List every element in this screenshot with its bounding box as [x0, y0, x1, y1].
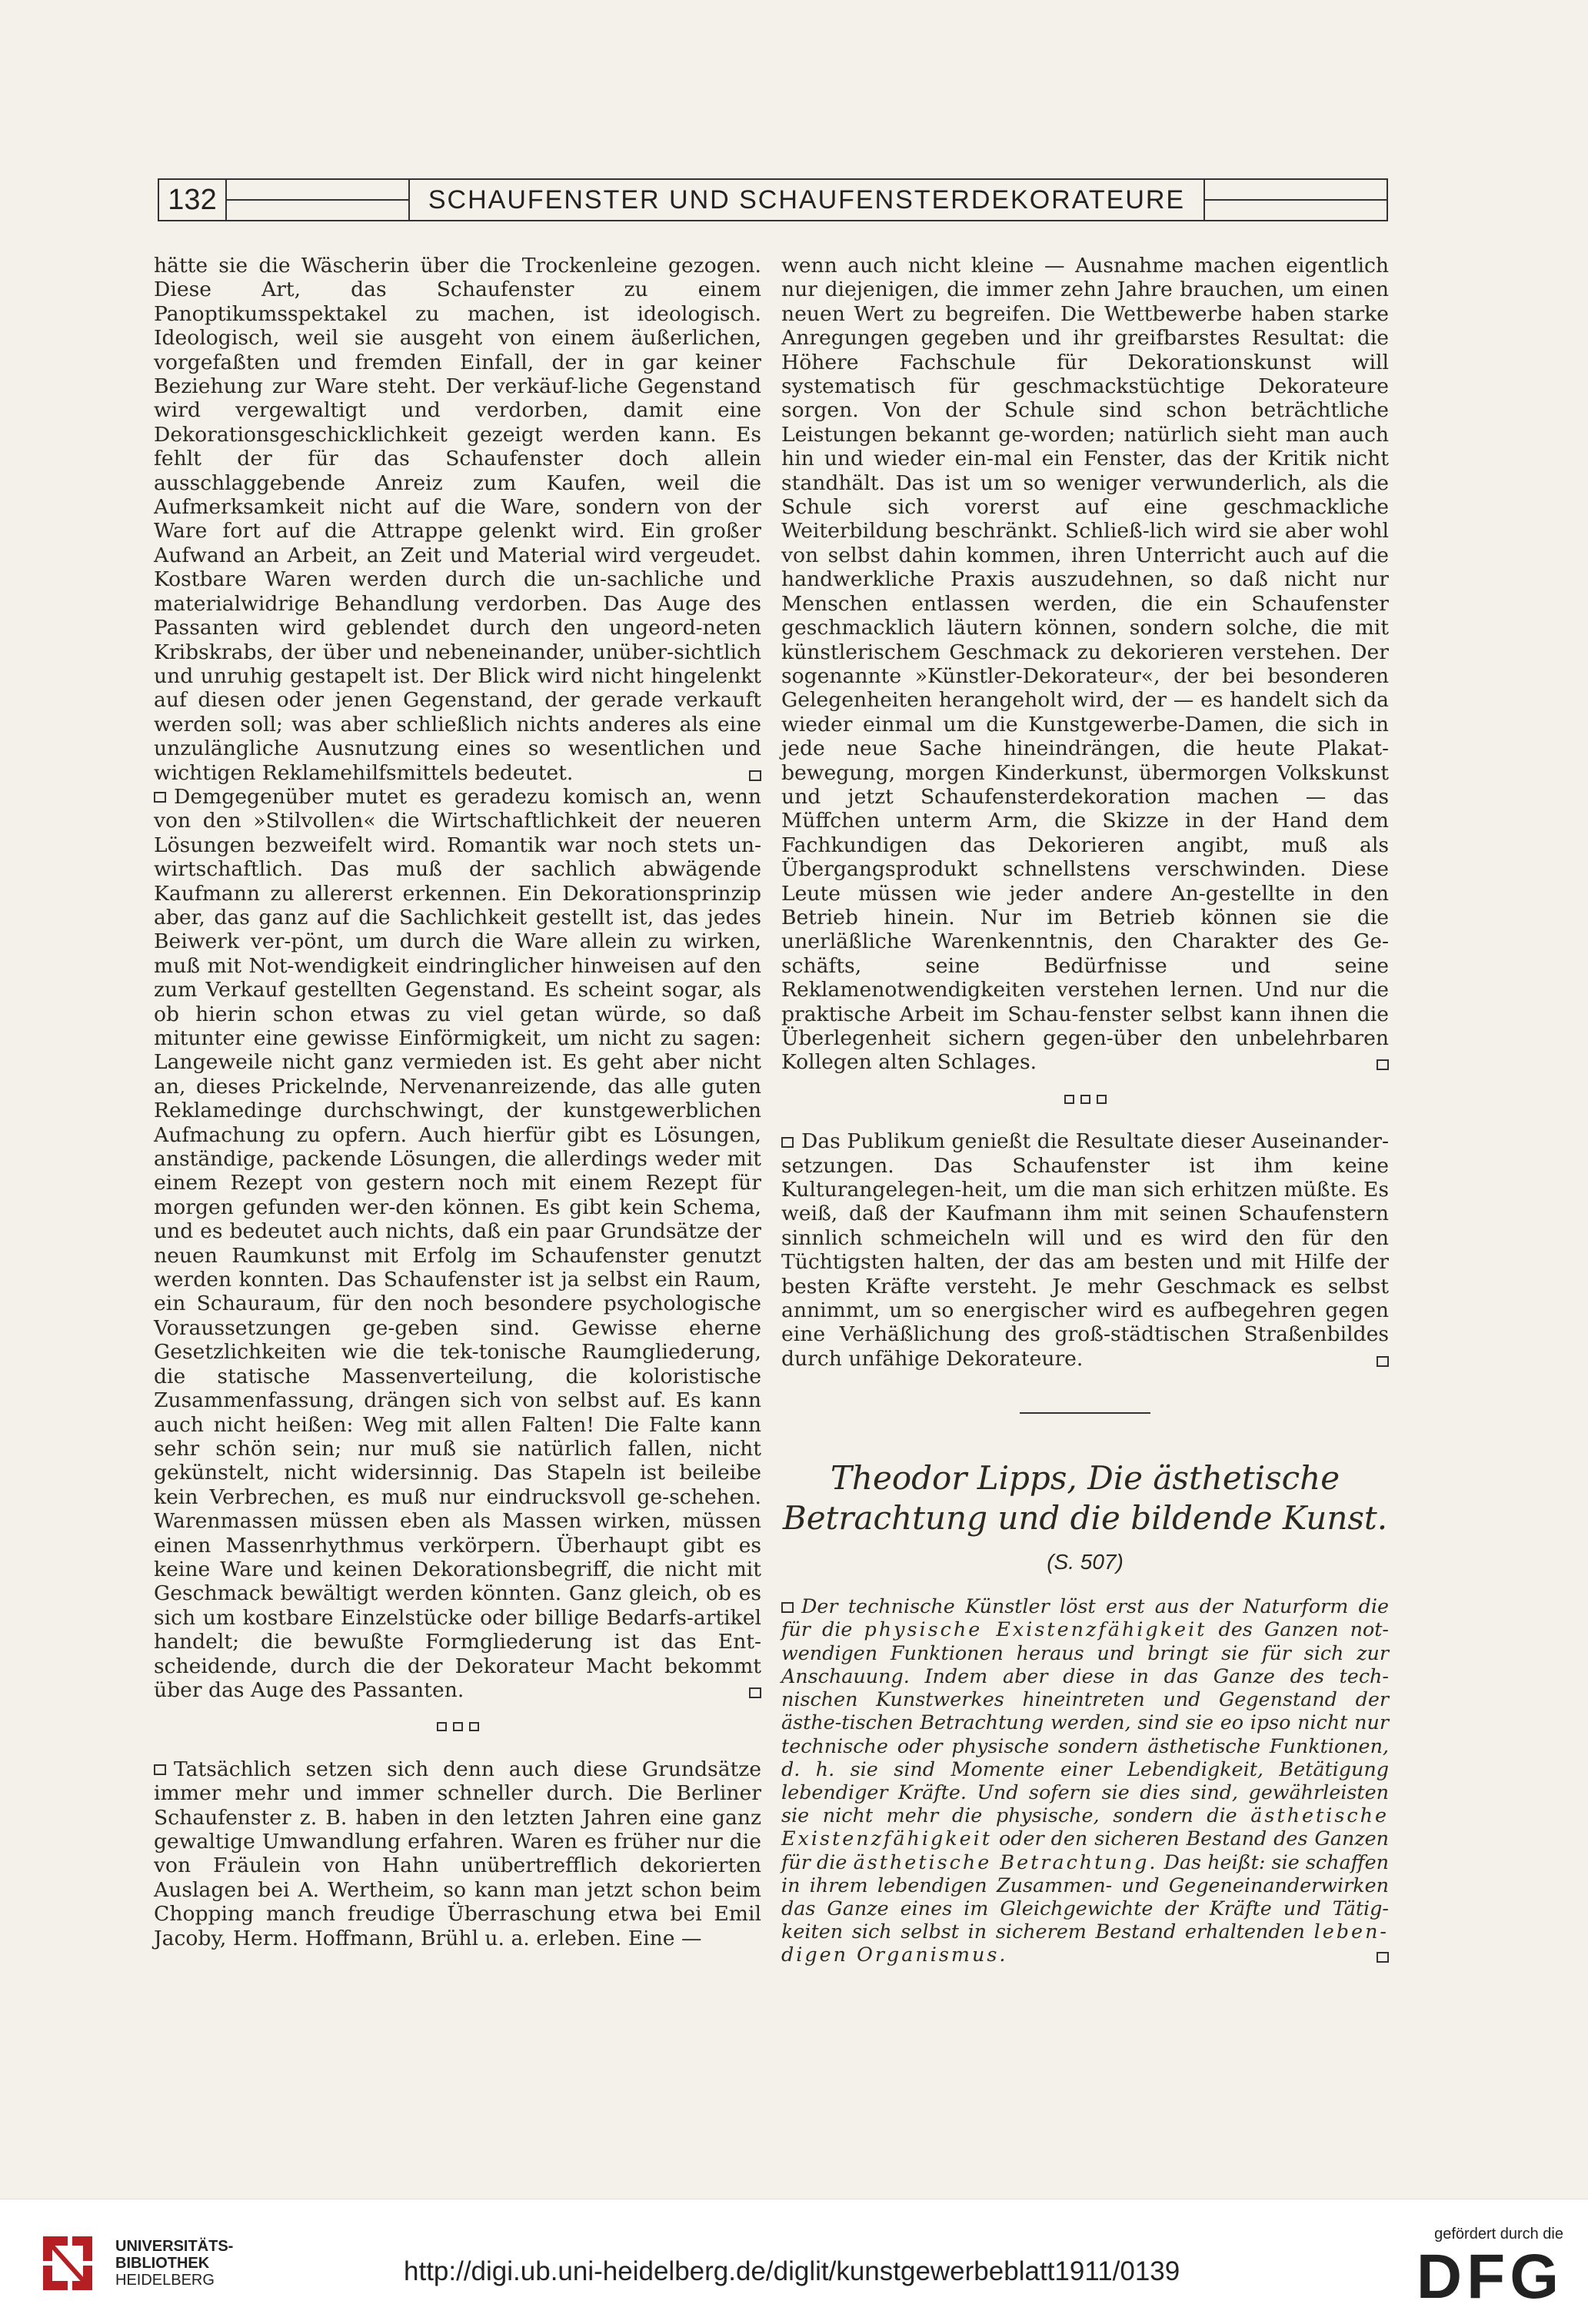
- paragraph-end-ornament: [1377, 1952, 1389, 1963]
- running-header: [158, 178, 1388, 221]
- paragraph-end-ornament: [749, 770, 761, 781]
- paragraph-text: hätte sie die Wäscherin über die Trockenleine gezogen. Diese Art, das Schaufenster zu einem Panoptikumsspektakel zu machen, ist ideologisch. Ideologisch, weil sie ausgeht von einem äußerlichen, vorgefaßten und fremden Einfall, der in gar keiner Beziehung zur Ware steht. Der verkäuf-liche Gegenstand wird vergewaltigt und verdorben, damit eine Dekorationsgeschicklichkeit gezeigt werden kann. Es fehlt der für das Schaufenster doch allein ausschlaggebende Anreiz zum Kaufen, weil die Aufmerksamkeit nicht auf die Ware, sondern von der Ware fort auf die Attrappe gelenkt wird. Ein großer Aufwand an Arbeit, an Zeit und Material wird vergeudet. Kostbare Waren werden durch die un-sachliche und materialwidrige Behandlung verdorben. Das Auge des Passanten wird geblendet durch den ungeord-neten Kribskrabs, der über und nebeneinander, unüber-sichtlich und unruhig gestapelt ist. Der Blick wird nicht hingelenkt auf diesen oder jenen Gegenstand, der gerade verkauft werden soll; was aber schließlich nichts anderes als eine unzulängliche Ausnutzung eines so wesentlichen und wichtigen Reklamehilfsmittels bedeutet.: [154, 254, 761, 785]
- section-separator: [781, 1086, 1389, 1109]
- paragraph: [154, 254, 761, 785]
- section-rule: [1020, 1412, 1150, 1414]
- paragraph-ornament: [154, 1764, 166, 1775]
- paragraph-text: Das Publikum genießt die Resultate dieser Auseinander-setzungen. Das Schaufenster ist ihm keine Kulturangelegen-heit, um die man sich erhitzen müßte. Es weiß, daß der Kaufmann ihm mit seinen Schaufenstern sinnlich schmeicheln will und es wird den für den Tüchtigsten halten, der das am besten und mit Hilfe der besten Kräfte versteht. Je mehr Geschmack es selbst annimmt, um so energischer wird es aufbegehren gegen eine Verhäßlichung des groß-städtischen Straßenbildes durch unfähige Dekorateure.: [781, 1129, 1389, 1371]
- university-library-name: UNIVERSITÄTS- BIBLIOTHEK HEIDELBERG: [115, 2238, 234, 2289]
- permalink-url[interactable]: http://digi.ub.uni-heidelberg.de/diglit/kunstgewerbeblatt1911/0139: [404, 2256, 1180, 2286]
- paragraph: [781, 254, 1389, 1075]
- paragraph: [781, 1129, 1389, 1371]
- paragraph-text: Tatsächlich setzen sich denn auch diese Grundsätze immer mehr und immer schneller durch. Die Berliner Schaufenster z. B. haben in den letzten Jahren eine ganz gewaltige Umwandlung erfahren. Waren es früher nur die von Fräulein von Hahn unübertrefflich dekorierten Auslagen bei A. Wertheim, so kann man jetzt schon beim Chopping manch freudige Überraschung etwa bei Emil Jacoby, Herm. Hoffmann, Brühl u. a. erleben. Eine —: [154, 1757, 761, 1950]
- header-rule-right: [1205, 199, 1387, 201]
- page-number: 132: [158, 180, 227, 220]
- right-column: [781, 254, 1389, 1967]
- paragraph-end-ornament: [1377, 1059, 1389, 1070]
- book-title: Theodor Lipps, Die ästhetische Betrachtung und die bildende Kunst.: [782, 1459, 1388, 1538]
- sponsor-block: [1416, 2226, 1563, 2312]
- running-title: SCHAUFENSTER UND SCHAUFENSTERDEKORATEURE: [408, 180, 1205, 220]
- viewer-footer: [0, 2199, 1588, 2324]
- paragraph-ornament: [781, 1137, 794, 1148]
- book-page-reference: (S. 507): [1047, 1550, 1124, 1574]
- book-heading: [781, 1458, 1389, 1582]
- header-rule-left: [227, 199, 408, 201]
- sponsor-label: gefördert durch die: [1434, 2226, 1563, 2243]
- paragraph-text: wenn auch nicht kleine — Ausnahme machen eigentlich nur diejenigen, die immer zehn Jahre brauchen, um einen neuen Wert zu begreifen. Die Wettbewerbe haben starke Anregungen gegeben und ihr greifbarstes Resultat: die Höhere Fachschule für Dekorationskunst will systematisch für geschmackstüchtige Dekorateure sorgen. Von der Schule sind schon beträchtliche Leistungen bekannt ge-worden; natürlich sieht man auch hin und wieder ein-mal ein Fenster, das der Kritik nicht standhält. Das ist um so weniger verwunderlich, als die Schule sich vorerst auf eine geschmackliche Weiterbildung beschränkt. Schließ-lich wird sie aber wohl von selbst dahin kommen, ihren Unterricht auch auf die handwerkliche Praxis auszudehnen, so daß nicht nur Menschen entlassen werden, die ein Schaufenster geschmacklich läutern können, sondern solche, die mit künstlerischem Geschmack zu dekorieren verstehen. Der sogenannte »Künstler-Dekorateur«, der bei besonderen Gelegenheiten herangeholt wird, der — es handelt sich da wieder einmal um die Kunstgewerbe-Damen, die sich in jede neue Sache hineindrängen, die heute Plakat-bewegung, morgen Kinderkunst, übermorgen Volkskunst und jetzt Schaufensterdekoration machen — das Müffchen unterm Arm, die Skizze in der Hand dem Fachkundigen das Dekorieren angibt, muß als Übergangsprodukt schnellstens verschwinden. Diese Leute müssen wie jeder andere An-gestellte in den Betrieb hinein. Nur im Betrieb können sie die unerläßliche Warenkenntnis, den Charakter des Ge-schäfts, seine Bedürfnisse und seine Reklamenotwendigkeiten verstehen lernen. Und nur die praktische Arbeit im Schau-fenster selbst kann ihnen die Überlegenheit sichern gegen-über den unbelehrbaren Kollegen alten Schlages.: [781, 254, 1389, 1075]
- left-column: [154, 254, 761, 1950]
- paragraph: [154, 785, 761, 1702]
- header-endcap: [1387, 180, 1388, 220]
- paragraph-end-ornament: [1377, 1356, 1389, 1367]
- quotation: Der technische Künstler löst erst aus der Naturform die für die physische Existenzfähigkeit des Ganzen not-wendigen Funktionen heraus und bringt sie für sich zur Anschauung. Indem aber diese in das Ganze des tech-nischen Kunstwerkes hineintreten und Gegenstand der ästhe-tischen Betrachtung werden, sind sie eo ipso nicht nur technische oder physische sondern ästhetische Funktionen, d. h. sie sind Momente einer Lebendigkeit, Betätigung lebendiger Kräfte. Und sofern sie dies sind, gewährleisten sie nicht mehr die physische, sondern die ästhetische Existenzfähigkeit oder den sicheren Bestand des Ganzen für die ästhetische Betrachtung. Das heißt: sie schaffen in ihrem lebendigen Zusammen- und Gegeneinanderwirken das Ganze eines im Gleichgewichte der Kräfte und Tätig-keiten sich selbst in sicherem Bestand erhaltenden leben-digen Organismus.: [781, 1594, 1390, 1967]
- paragraph-ornament: [154, 792, 166, 803]
- dfg-logo: DFG: [1416, 2242, 1563, 2312]
- paragraph: [154, 1757, 761, 1950]
- section-separator: [154, 1713, 761, 1737]
- paragraph-text: Demgegenüber mutet es geradezu komisch an, wenn von den »Stilvollen« die Wirtschaftlichkeit der neueren Lösungen bezweifelt wird. Romantik war noch stets un-wirtschaftlich. Das muß der sachlich abwägende Kaufmann zu allererst erkennen. Ein Dekorationsprinzip aber, das ganz auf die Sachlichkeit gestellt ist, das jedes Beiwerk ver-pönt, um durch die Ware allein zu wirken, muß mit Not-wendigkeit eindringlicher hinweisen auf den zum Verkauf gestellten Gegenstand. Es scheint sogar, als ob hierin schon etwas zu viel getan würde, so daß mitunter eine gewisse Einförmigkeit, um nicht zu sagen: Langeweile nicht ganz vermieden ist. Es geht aber nicht an, dieses Prickelnde, Nervenanreizende, das alle guten Reklamedinge durchschwingt, der kunstgewerblichen Aufmachung zu opfern. Auch hierfür gibt es Lösungen, anständige, packende Lösungen, die allerdings weder mit einem Rezept von gestern noch mit einem Rezept für morgen gefunden wer-den können. Es gibt kein Schema, und es bedeutet auch nichts, daß ein paar Grundsätze der neuen Raumkunst mit Erfolg im Schaufenster genutzt werden konnten. Das Schaufenster ist ja selbst ein Raum, ein Schauraum, für den noch besondere psychologische Voraussetzungen ge-geben sind. Gewisse eherne Gesetzlichkeiten wie die tek-tonische Raumgliederung, die statische Massenverteilung, die koloristische Zusammenfassung, drängen sich von selbst auf. Es kann auch nicht heißen: Weg mit allen Falten! Die Falte kann sehr schön sein; nur muß sie natürlich fallen, nicht gekünstelt, nicht widersinnig. Das Stapeln ist beileibe kein Verbrechen, es muß nur eindrucksvoll ge-schehen. Warenmassen müssen eben als Massen wirken, müssen einen Massenrhythmus verkörpern. Überhaupt gibt es keine Ware und keinen Dekorationsbegriff, die nicht mit Geschmack bewältigt werden könnten. Ganz gleich, ob es sich um kostbare Einzelstücke oder billige Bedarfs-artikel handelt; die bewußte Formgliederung ist das Ent-scheidende, durch die der Dekorateur Macht bekommt über das Auge des Passanten.: [154, 784, 761, 1702]
- paragraph-ornament: [781, 1602, 794, 1613]
- paragraph-end-ornament: [749, 1687, 761, 1698]
- university-library-logo-icon: [37, 2229, 98, 2298]
